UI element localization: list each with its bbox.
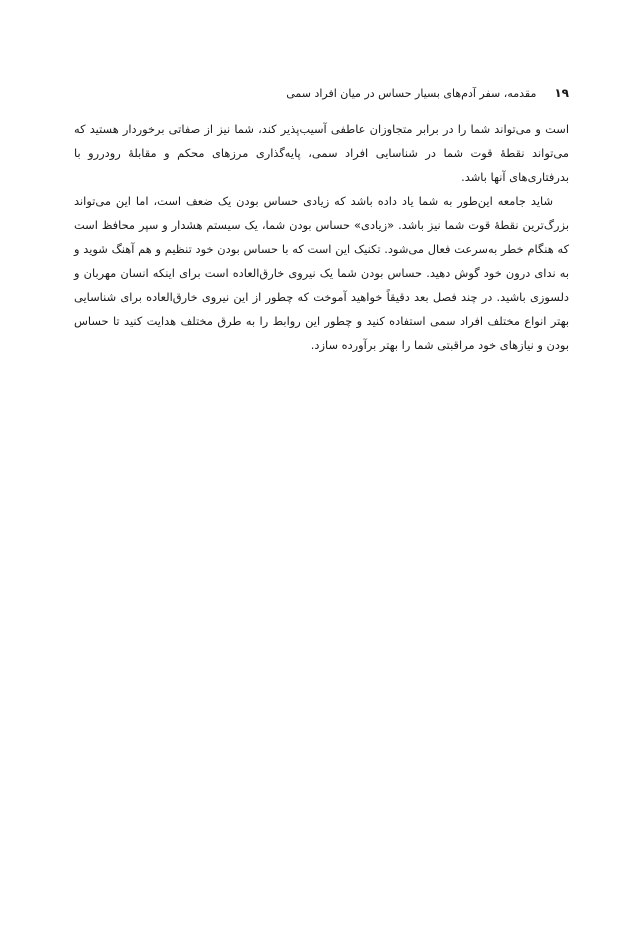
paragraph: شاید جامعه این‌طور به شما یاد داده باشد که زیادی حساس بودن یک ضعف است، اما این می‌تواند بزرگ‌ترین نقطهٔ قوت شما نیز باشد. «زیادی» حساس بودن شما، یک سیستم هشدار و سپر محافظ است که هنگام خطر به‌سرعت فعال می‌شود. تکنیک این است که با حساس بودن خود تنظیم و هم آهنگ شوید و به ندای درون خود گوش دهید. حساس بودن شما یک نیروی خارق‌العاده است برای اینکه انسان مهربان و دلسوزی باشید. در چند فصل بعد دقیقاً خواهید آموخت که چطور از این نیروی خارق‌العاده برای شناسایی بهتر انواع مختلف افراد سمی استفاده کنید و چطور این روابط را به طرق مختلف هدایت کنید تا حساس بودن و نیازهای خود مراقبتی شما را بهتر برآورده سازد. xyxy=(74,194,569,352)
body-text xyxy=(74,117,569,357)
running-title: مقدمه، سفر آدم‌های بسیار حساس در میان افراد سمی xyxy=(286,86,537,100)
running-header xyxy=(74,84,569,102)
paragraph-continued: است و می‌تواند شما را در برابر متجاوزان عاطفی آسیب‌پذیر کند، شما نیز از صفاتی برخوردار هستید که می‌تواند نقطهٔ قوت شما در شناسایی افراد سمی، پایه‌گذاری مرزهای محکم و مقابلهٔ رودررو با بدرفتاری‌های آنها باشد. xyxy=(74,122,569,184)
page-number: ۱۹ xyxy=(554,86,569,100)
